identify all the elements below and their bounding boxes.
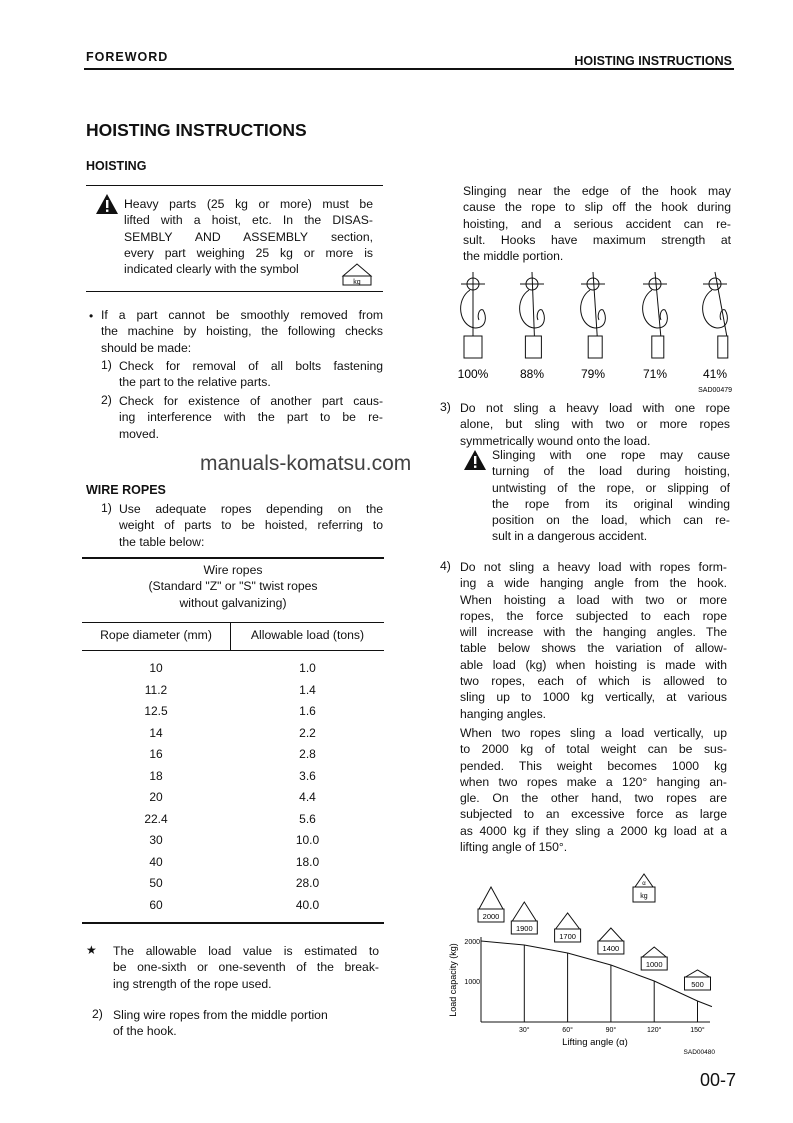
load-capacity-chart [440,860,740,1060]
x-tick-label: 60° [562,1027,573,1034]
text-line: If a part cannot be smoothly removed from [101,308,383,322]
text-line: moved. [119,426,159,441]
table-cell-load: 2.8 [299,747,316,761]
header-section-left: FOREWORD [86,50,169,64]
table-cell-load: 1.4 [299,682,316,697]
x-tick-label: 120° [646,1027,662,1034]
table-cell-load: 18.0 [295,854,320,869]
table-cell-diameter: 18 [149,768,163,783]
table-header-diameter: Rope diameter (mm) [100,628,212,642]
sling-triangle [479,887,503,909]
item4-text-continued [460,725,727,855]
check1-text [119,358,383,391]
text-line: Wire ropes [203,563,263,577]
text-line: gle. On the other hand, two ropes are [460,791,727,806]
text-line: sling up to 1000 kg vertically, at various [460,690,727,705]
hook-icon [581,272,606,358]
load-block [652,336,664,358]
section-heading-wire-ropes: WIRE ROPES [86,483,166,497]
load-box-label: 500 [691,980,704,989]
note-text [113,943,379,992]
table-cell-load: 2.2 [299,725,316,740]
table-cell-load: 10.0 [295,833,320,847]
rope-line [593,272,597,336]
hook-icon [520,272,545,358]
hook-strength-label: 71% [642,367,668,381]
wire-item2-number: 2) [92,1007,103,1021]
text-line: ing a wide hanging angle from the hook. [460,576,727,591]
table-cell-load: 40.0 [295,897,320,912]
text-line: Slinging near the edge of the hook may [463,184,731,198]
table-rule [82,650,384,651]
text-line: Heavy parts (25 kg or more) must be [124,197,373,211]
heavy-part-symbol [340,262,374,288]
text-line: the table below: [119,534,205,549]
warning-text [124,196,373,277]
check2-text [119,393,383,442]
item4-number: 4) [440,559,451,573]
table-caption [82,562,384,611]
text-line: the rope from its original winding [492,496,730,511]
text-line: table below shows the variation of allow- [460,641,727,656]
hook-paragraph [463,183,731,264]
check2-number: 2) [101,393,112,407]
text-line: sult. Hooks have maximum strength at [463,232,731,247]
text-line: (Standard "Z" or "S" twist ropes [148,579,318,594]
text-line: symmetrically wound onto the load. [460,433,651,448]
item4-text [460,559,727,722]
bullet-paragraph [101,307,383,356]
table-cell-diameter: 14 [149,725,163,740]
legend-angle-label: α [642,881,646,887]
text-line: Use adequate ropes depending on the [119,502,383,516]
hook-icon [461,272,486,358]
x-tick-label: 90° [605,1027,617,1034]
hook-strength-label: 79% [580,367,606,381]
page-number: 00-7 [700,1070,737,1090]
hook-strength-label: 100% [457,367,489,381]
table-cell-load: 5.6 [299,811,316,826]
text-line: ing strength of the rope used. [113,976,272,991]
load-block [588,336,602,358]
text-line: ing interference with the part to be re- [119,410,383,425]
hook-body [520,290,545,328]
text-line: lifting angle of 150°. [460,840,568,855]
text-line: alone, but sling with two or more ropes [460,417,730,432]
text-line: without galvanizing) [179,595,287,610]
table-cell-load: 3.6 [299,768,316,783]
warning-icon [95,193,119,215]
text-line: Check for existence of another part caus- [119,394,383,408]
text-line: The allowable load value is estimated to [113,944,379,958]
text-line: ropes, the force subjected to each rope [460,608,727,623]
text-line: to 2000 kg of total weight can be sus- [460,742,727,757]
table-cell-diameter: 20 [149,790,163,804]
bullet-icon: • [89,309,94,323]
sling-triangle [642,947,666,957]
table-cell-load: 1.6 [299,704,316,718]
sling-triangle [686,970,710,977]
table-cell-load: 4.4 [299,790,316,804]
table-cell-diameter: 10 [149,661,163,675]
text-line: turning of the load during hoisting, [492,464,730,479]
header-section-right: HOISTING INSTRUCTIONS [574,54,732,68]
load-block [718,336,728,358]
load-box-label: 1700 [559,932,576,941]
star-icon: ★ [86,943,97,957]
item3-number: 3) [440,400,451,414]
load-box-label: 1000 [645,960,663,969]
text-line: indicated clearly with the symbol [124,262,299,277]
sling-triangle [556,913,580,929]
table-cell-diameter: 16 [149,747,163,761]
section-heading-hoisting: HOISTING [86,159,147,173]
table-cell-diameter: 30 [149,833,163,847]
wire-item1-text [119,501,383,550]
table-cell-diameter: 11.2 [144,682,168,697]
table-header-load: Allowable load (tons) [250,628,365,642]
table-cell-diameter: 40 [149,854,163,869]
text-line: untwisting of the rope, or slipping of [492,480,730,495]
text-line: of the hook. [113,1024,177,1039]
text-line: Sling wire ropes from the middle portion [113,1008,328,1022]
hook-strength-label: 41% [702,367,728,381]
item3-warning-text [492,447,730,545]
text-line: Check for removal of all bolts fastening [119,359,383,373]
text-line: hoisting, and a serious accident can re- [463,216,731,231]
table-top-rule [82,557,384,559]
text-line: position on the load, which can re- [492,513,730,528]
text-line: pended. This weight becomes 1000 kg [460,758,727,773]
text-line: cause the rope to slip off the hook during [463,200,731,215]
legend-unit-label: kg [640,893,648,900]
text-line: will increase with the hanging angles. The [460,625,727,640]
load-block [464,336,482,358]
text-line: weight of parts to be hoisted, referring to [119,518,383,533]
x-tick-label: 30° [519,1027,530,1034]
load-block [525,336,541,358]
text-line: Do not sling a heavy load with one rope [460,401,730,415]
page-title: HOISTING INSTRUCTIONS [86,120,307,140]
table-cell-diameter: 12.5 [144,704,168,718]
text-line: When hoisting a load with two or more [460,592,727,607]
text-line: when two ropes make a 120° hanging an- [460,774,727,789]
table-bottom-rule [82,922,384,924]
hook-icon [643,272,668,358]
table-cell-diameter: 50 [149,876,163,890]
load-box-label: 1900 [515,924,533,933]
y-tick-label: 2000 [464,939,480,946]
text-line: able load (kg) when hoisting is made with [460,657,727,672]
text-line: hanging angles. [460,706,547,721]
text-line: be one-sixth or one-seventh of the break- [113,960,379,975]
x-tick-label: 150° [690,1027,705,1034]
load-box-label: 2000 [482,912,500,921]
text-line: lifted with a hoist, etc. In the DISAS- [124,213,373,228]
hook-body [703,290,728,328]
hook-icon [703,272,728,358]
rope-line [655,272,661,336]
text-line: When two ropes sling a load vertically, up [460,726,727,740]
text-line: subjected to an excessive force as large [460,807,727,822]
symbol-kg-label: kg [353,279,361,286]
text-line: should be made: [101,340,192,355]
hook-body [643,290,668,328]
text-line: the part to the relative parts. [119,375,271,390]
capacity-curve [481,941,712,1007]
sling-triangle [512,902,536,921]
check1-number: 1) [101,358,112,372]
item3-text [460,400,730,449]
y-axis-label: Load capacity (kg) [448,943,458,1017]
table-cell-diameter: 22.4 [144,811,168,826]
text-line: SEMBLY AND ASSEMBLY section, [124,229,373,244]
watermark: manuals-komatsu.com [200,452,412,475]
wire-item2-text [113,1007,379,1040]
text-line: the machine by hoisting, the following checks [101,324,383,339]
table-cell-load: 1.0 [299,661,316,675]
figure-id: SAD00480 [683,1049,715,1056]
header-rule [84,68,734,70]
hook-body [581,290,606,328]
text-line: two ropes, each of which is allowed to [460,674,727,689]
wire-item1-number: 1) [101,501,112,515]
text-line: Do not sling a heavy load with ropes form- [460,560,727,574]
x-axis-label: Lifting angle (α) [562,1037,628,1048]
hook-strength-label: 88% [519,367,545,381]
text-line: sult in a dangerous accident. [492,529,648,544]
hook-strength-figure [440,268,740,398]
table-cell-diameter: 60 [149,897,163,912]
y-tick-label: 1000 [464,979,480,986]
table-rule [82,622,384,623]
text-line: the middle portion. [463,249,564,264]
text-line: as 4000 kg if they sling a 2000 kg load at a [460,823,727,838]
rope-line [532,272,534,336]
sling-triangle [599,928,623,941]
table-cell-load: 28.0 [295,876,320,890]
warning-icon [463,449,487,471]
text-line: Slinging with one rope may cause [492,448,730,462]
figure-id: SAD00479 [698,387,732,394]
text-line: every part weighing 25 kg or more is [124,245,373,260]
load-box-label: 1400 [602,944,620,953]
